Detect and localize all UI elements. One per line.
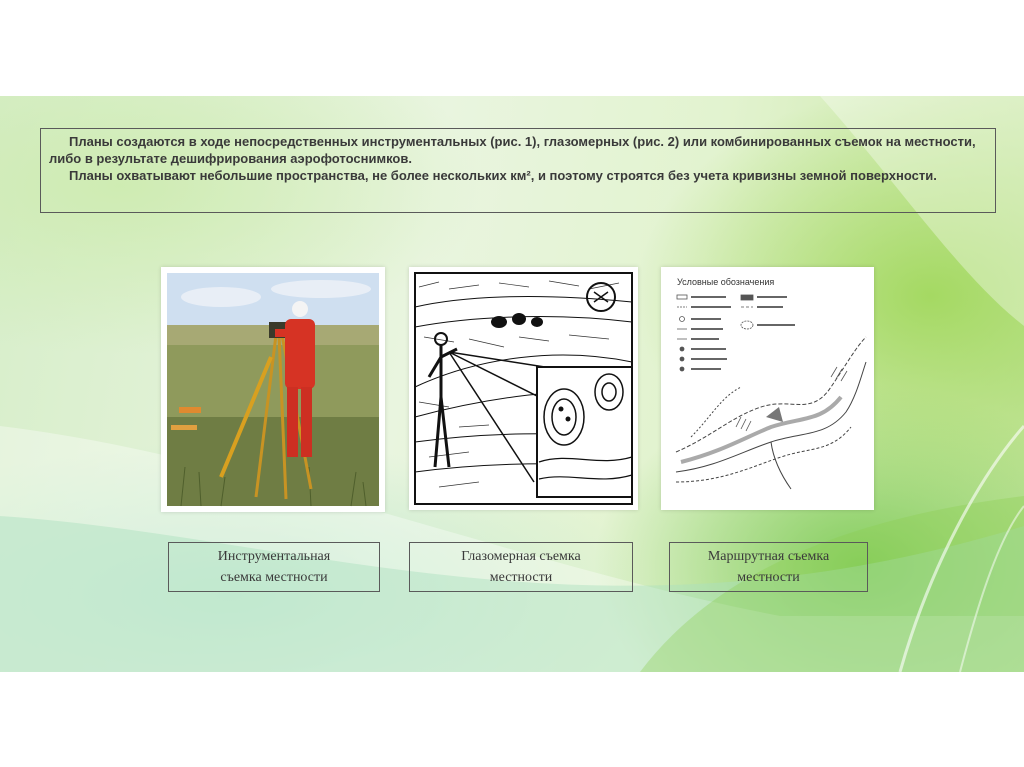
description-paragraph-1: Планы создаются в ходе непосредственных инструментальных (рис. 1), глазомерных (рис. 2) или комбинированных съемок на местности, либо в результате дешифрирования аэрофотоснимков. — [49, 134, 976, 166]
figure-route-survey-map — [661, 267, 874, 510]
description-text-box — [40, 128, 996, 213]
caption-eye-survey: Глазомерная съемка местности — [409, 542, 633, 592]
figure-eye-survey-sketch — [409, 267, 638, 510]
slide-background — [0, 96, 1024, 672]
caption-route-survey: Маршрутная съемка местности — [669, 542, 868, 592]
caption-instrumental-survey: Инструментальная съемка местности — [168, 542, 380, 592]
figure-instrumental-survey-photo — [161, 267, 385, 512]
legend-title: Условные обозначения — [677, 277, 775, 287]
description-paragraph-2: Планы охватывают небольшие пространства, не более нескольких км², и поэтому строятся без учета кривизны земной поверхности. — [69, 168, 937, 183]
